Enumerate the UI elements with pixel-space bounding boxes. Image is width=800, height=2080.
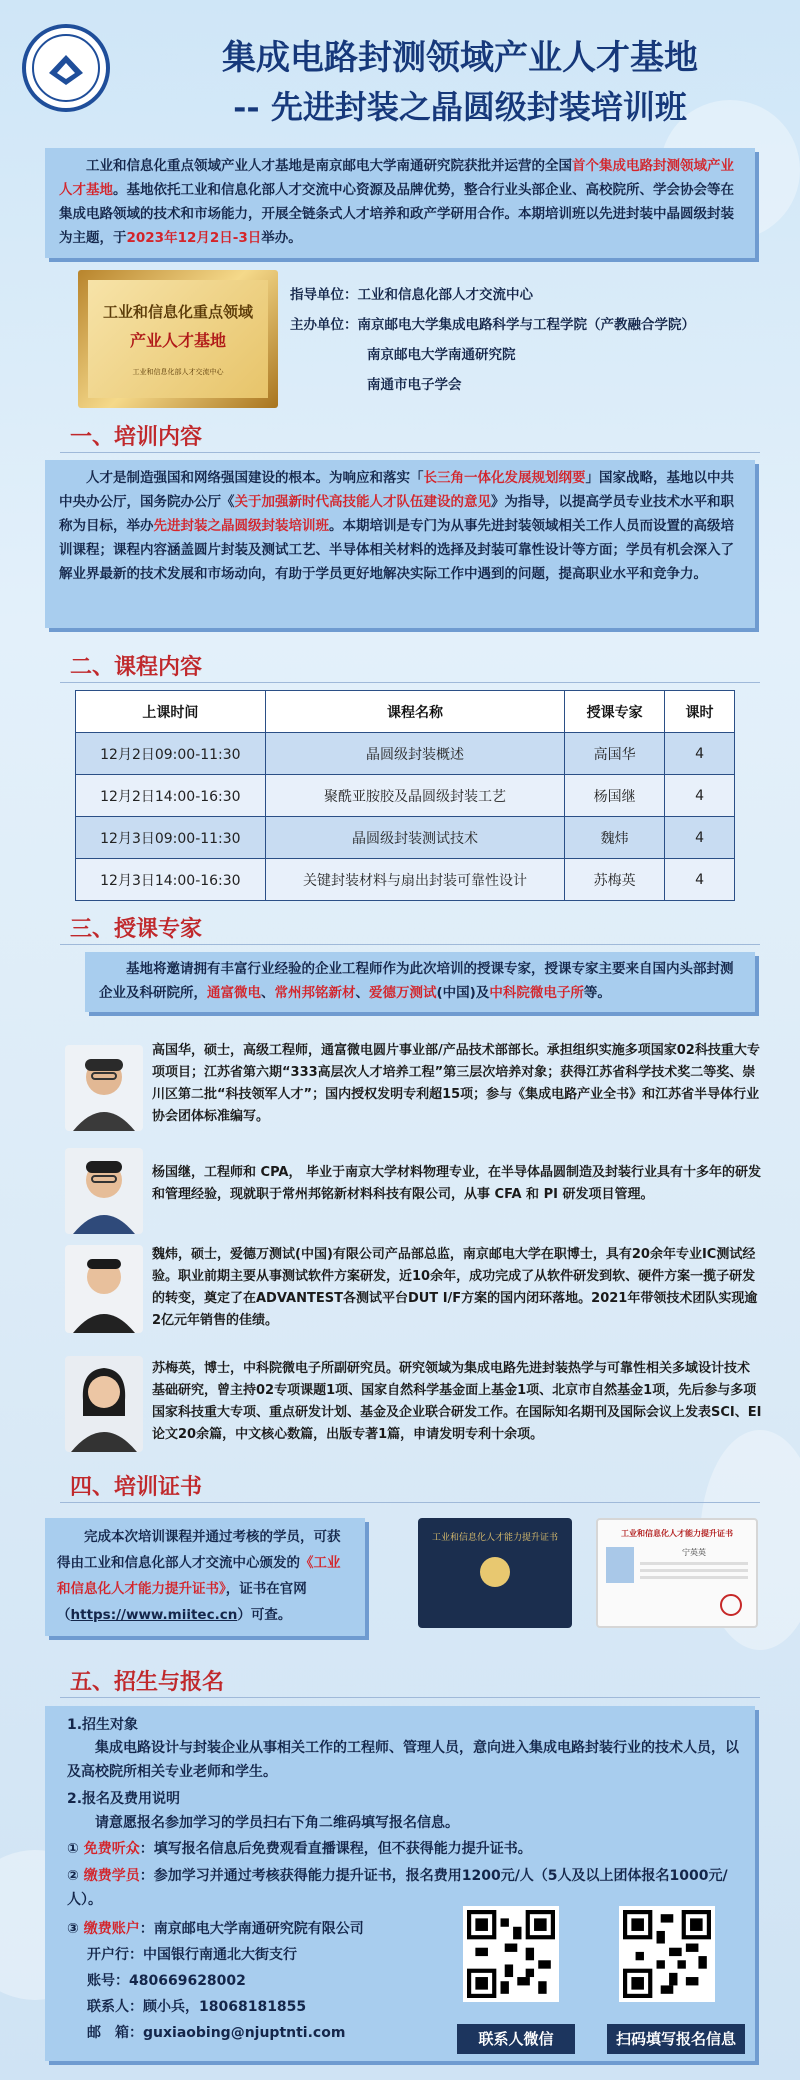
free-option bbox=[67, 1838, 747, 1858]
cell-expert: 魏炜 bbox=[565, 817, 665, 859]
cell-course: 关键封装材料与扇出封装可靠性设计 bbox=[265, 859, 564, 901]
certificate-inside-image bbox=[596, 1518, 758, 1628]
table-row bbox=[76, 817, 735, 859]
cell-course: 晶圆级封装测试技术 bbox=[265, 817, 564, 859]
divider bbox=[60, 1697, 760, 1698]
training-content-panel bbox=[45, 460, 755, 628]
s3-sep: 、 bbox=[355, 985, 369, 1001]
expert-photo-avatar bbox=[65, 1245, 143, 1333]
s1-highlight: 长三角一体化发展规划纲要 bbox=[423, 470, 586, 486]
col-header-time: 上课时间 bbox=[76, 691, 266, 733]
seal-icon bbox=[480, 1557, 510, 1587]
bank-info: 开户行：中国银行南通北大街支行 bbox=[87, 1947, 297, 1963]
certificate-panel bbox=[45, 1518, 365, 1636]
intro-text: 举办。 bbox=[261, 230, 302, 246]
plaque-image bbox=[78, 270, 278, 408]
certificate-name: 《工业和信息化人才能力提升证书》 bbox=[57, 1555, 341, 1597]
registration-qr-code[interactable] bbox=[619, 1906, 715, 2002]
host-1: 南京邮电大学集成电路科学与工程学院（产教融合学院） bbox=[357, 317, 695, 333]
expert-bio: 苏梅英，博士，中科院微电子所副研究员。研究领域为集成电路先进封装热学与可靠性相关多域设计技术基础研究，曾主持02专项课题1项、国家自然科学基金面上基金1项、北京市自然基金1项，先后参与多项国家科技重大专项、重点研发计划、基金及企业联合研发工作。在国际知名期刊及国际会议上发表SCI、EI论文20余篇，中文核心数篇，出版专著1篇，申请发明专利十余项。 bbox=[152, 1361, 762, 1442]
intro-text: 。基地依托工业和信息化部人才交流中心资源及品牌优势，整合行业头部企业、高校院所、学会协会等在集成电路领域的技术和市场能力，开展全链条式人才培养和政产学研用合作。本期培训班以先进封装中晶圆级封装为主题，于 bbox=[59, 182, 734, 246]
table-row bbox=[76, 733, 735, 775]
table-row bbox=[76, 859, 735, 901]
university-logo bbox=[22, 24, 110, 112]
plaque-line2: 产业人才基地 bbox=[129, 331, 226, 350]
section2-title: 二、课程内容 bbox=[70, 654, 203, 680]
s3-org: 通富微电 bbox=[207, 985, 261, 1001]
organizers bbox=[290, 280, 695, 400]
host-2: 南京邮电大学南通研究院 bbox=[367, 347, 516, 363]
s1-highlight: 关于加强新时代高技能人才队伍建设的意见 bbox=[234, 494, 491, 510]
course-table bbox=[75, 690, 735, 901]
enroll-heading-1: 1.招生对象 bbox=[67, 1717, 139, 1733]
cell-hours: 4 bbox=[665, 733, 735, 775]
intro-text: 工业和信息化重点领域产业人才基地是南京邮电大学南通研究院获批并运营的全国 bbox=[86, 158, 572, 174]
cell-course: 晶圆级封装概述 bbox=[265, 733, 564, 775]
certificate-cover-image bbox=[418, 1518, 572, 1628]
col-header-hours: 课时 bbox=[665, 691, 735, 733]
cell-expert: 高国华 bbox=[565, 733, 665, 775]
cell-time: 12月3日09:00-11:30 bbox=[76, 817, 266, 859]
contact-info: 联系人：顾小兵，18068181855 bbox=[87, 1999, 307, 2015]
s3-text: 等。 bbox=[583, 985, 611, 1001]
s3-org: 常州邦铭新材 bbox=[274, 985, 356, 1001]
section3-title: 三、授课专家 bbox=[70, 916, 203, 942]
table-row bbox=[76, 775, 735, 817]
page-subtitle: -- 先进封装之晶圆级封装培训班 bbox=[233, 88, 687, 126]
page-title: 集成电路封测领域产业人才基地 bbox=[222, 38, 698, 78]
cell-time: 12月2日14:00-16:30 bbox=[76, 775, 266, 817]
section1-title: 一、培训内容 bbox=[70, 424, 203, 450]
account-number: 账号：480669628002 bbox=[87, 1973, 246, 1989]
enrollment-panel bbox=[45, 1706, 755, 2061]
expert-bio: 杨国继，工程师和 CPA， 毕业于南京大学材料物理专业，在半导体晶圆制造及封装行业具有十多年的研发和管理经验，现就职于常州邦铭新材料科技有限公司，从事 CFA 和 PI 研发项目管理。 bbox=[152, 1165, 761, 1202]
divider bbox=[60, 452, 760, 453]
s3-text: 基地将邀请拥有丰富行业经验的企业工程师作为此次培训的授课专家，授课专家主要来自国内头部封测企业及科研院所， bbox=[99, 961, 734, 1001]
s3-org: 中科院微电子所 bbox=[489, 985, 584, 1001]
experts-intro-panel bbox=[85, 952, 755, 1012]
intro-date: 2023年12月2日-3日 bbox=[126, 230, 262, 246]
divider bbox=[60, 1502, 760, 1503]
host-3: 南通市电子学会 bbox=[367, 377, 462, 393]
s1-text: 人才是制造强国和网络强国建设的根本。为响应和落实「 bbox=[86, 470, 424, 486]
header bbox=[0, 0, 800, 140]
s3-sep: 、 bbox=[261, 985, 275, 1001]
s3-org: 爱德万测试 bbox=[369, 985, 437, 1001]
plaque-issuer: 工业和信息化部人才交流中心 bbox=[132, 368, 224, 376]
enroll-heading-2: 2.报名及费用说明 bbox=[67, 1791, 181, 1807]
s4-text: ，证书在官网（ bbox=[57, 1581, 307, 1623]
s3-text: (中国)及 bbox=[436, 985, 490, 1001]
cert-photo-avatar bbox=[606, 1547, 634, 1583]
divider bbox=[60, 944, 760, 945]
cell-course: 聚酰亚胺胶及晶圆级封装工艺 bbox=[265, 775, 564, 817]
option-number: ① bbox=[67, 1841, 79, 1857]
account-option bbox=[67, 1918, 364, 1938]
host-unit bbox=[290, 310, 695, 340]
qr-code-icon bbox=[623, 1910, 711, 1998]
s1-text: 。本期培训是专门为从事先进封装领域相关工作人员而设置的高级培训课程；课程内容涵盖圆片封装及测试工艺、半导体相关材料的选择及封装可靠性设计等方面；学员有机会深入了解业界最新的技术发展和市场动向，有助于学员更好地解决实际工作中遇到的问题，提高职业水平和竞争力。 bbox=[59, 518, 734, 582]
s4-text: ）可查。 bbox=[237, 1607, 292, 1623]
cert-inside-title: 工业和信息化人才能力提升证书 bbox=[621, 1529, 733, 1538]
cert-cover-title: 工业和信息化人才能力提升证书 bbox=[431, 1533, 558, 1543]
intro-panel bbox=[45, 148, 755, 258]
pay-text: ：参加学习并通过考核获得能力提升证书，报名费用1200元/人（5人及以上团体报名1000元/人）。 bbox=[67, 1868, 728, 1908]
table-header-row bbox=[76, 691, 735, 733]
guide-unit: 指导单位：工业和信息化部人才交流中心 bbox=[290, 287, 533, 303]
option-number: ② bbox=[67, 1868, 79, 1884]
enroll-instruction: 请意愿报名参加学习的学员扫右下角二维码填写报名信息。 bbox=[95, 1815, 459, 1831]
cell-time: 12月2日09:00-11:30 bbox=[76, 733, 266, 775]
free-text: ：填写报名信息后免费观看直播课程，但不获得能力提升证书。 bbox=[139, 1841, 532, 1857]
registration-qr-label: 扫码填写报名信息 bbox=[607, 2024, 745, 2054]
account-label: 缴费账户 bbox=[83, 1921, 140, 1937]
free-label: 免费听众 bbox=[83, 1841, 140, 1857]
expert-photo-avatar bbox=[65, 1356, 143, 1452]
paid-option bbox=[67, 1864, 747, 1912]
cert-seal-icon bbox=[720, 1594, 742, 1616]
intro-highlight: 首个集成电路封测领域产业人才基地 bbox=[59, 158, 734, 198]
cell-time: 12月3日14:00-16:30 bbox=[76, 859, 266, 901]
col-header-course: 课程名称 bbox=[265, 691, 564, 733]
col-header-expert: 授课专家 bbox=[565, 691, 665, 733]
cell-hours: 4 bbox=[665, 859, 735, 901]
s1-highlight: 先进封装之晶圆级封装培训班 bbox=[153, 518, 329, 534]
s1-text: 》为指导，以提高学员专业技术水平和职称为目标，举办 bbox=[59, 494, 734, 534]
option-number: ③ bbox=[67, 1921, 79, 1937]
cell-hours: 4 bbox=[665, 817, 735, 859]
enroll-target-text: 集成电路设计与封装企业从事相关工作的工程师、管理人员，意向进入集成电路封装行业的技术人员，以及高校院所相关专业老师和学生。 bbox=[67, 1740, 739, 1780]
contact-wechat-label: 联系人微信 bbox=[457, 2024, 575, 2054]
s4-text: 完成本次培训课程并通过考核的学员，可获得由工业和信息化部人才交流中心颁发的 bbox=[57, 1529, 341, 1571]
cert-holder-name: 宁英英 bbox=[682, 1548, 706, 1557]
logo-emblem-icon bbox=[31, 33, 101, 103]
expert-photo-avatar bbox=[65, 1045, 143, 1131]
cell-hours: 4 bbox=[665, 775, 735, 817]
expert-photo-avatar bbox=[65, 1148, 143, 1234]
account-name: ：南京邮电大学南通研究院有限公司 bbox=[139, 1921, 364, 1937]
email-info: 邮 箱：guxiaobing@njuptnti.com bbox=[87, 2025, 346, 2041]
expert-bio: 高国华，硕士，高级工程师，通富微电圆片事业部/产品技术部部长。承担组织实施多项国家02科技重大专项项目；江苏省第六期“333高层次人才培养工程”第三层次培养对象；获得江苏省科学技术奖二等奖、崇川区第二批“科技领军人才”；国内授权发明专利超15项；参与《集成电路产业全书》和江苏省半导体行业协会团体标准编写。 bbox=[152, 1043, 760, 1124]
s1-text: 」国家战略，基地以中共中央办公厅，国务院办公厅《 bbox=[59, 470, 734, 510]
section4-title: 四、培训证书 bbox=[70, 1474, 203, 1500]
divider bbox=[60, 682, 760, 683]
qr-code-icon bbox=[467, 1910, 555, 1998]
host-label: 主办单位： bbox=[290, 317, 358, 333]
expert-bio: 魏炜，硕士，爱德万测试(中国)有限公司产品部总监，南京邮电大学在职博士，具有20余年专业IC测试经验。职业前期主要从事测试软件方案研发，近10余年，成功完成了从软件研发到软、硬件方案一揽子研发的转变，奠定了在ADVANTEST各测试平台DUT I/F方案的国内闭环落地。2021年带领技术团队实现逾2亿元年销售的佳绩。 bbox=[152, 1247, 758, 1328]
pay-label: 缴费学员 bbox=[83, 1868, 140, 1884]
section5-title: 五、招生与报名 bbox=[70, 1669, 225, 1695]
cell-expert: 苏梅英 bbox=[565, 859, 665, 901]
official-site-link[interactable]: https://www.miitec.cn bbox=[70, 1607, 238, 1623]
contact-qr-code[interactable] bbox=[463, 1906, 559, 2002]
cell-expert: 杨国继 bbox=[565, 775, 665, 817]
plaque-line1: 工业和信息化重点领域 bbox=[102, 303, 253, 321]
